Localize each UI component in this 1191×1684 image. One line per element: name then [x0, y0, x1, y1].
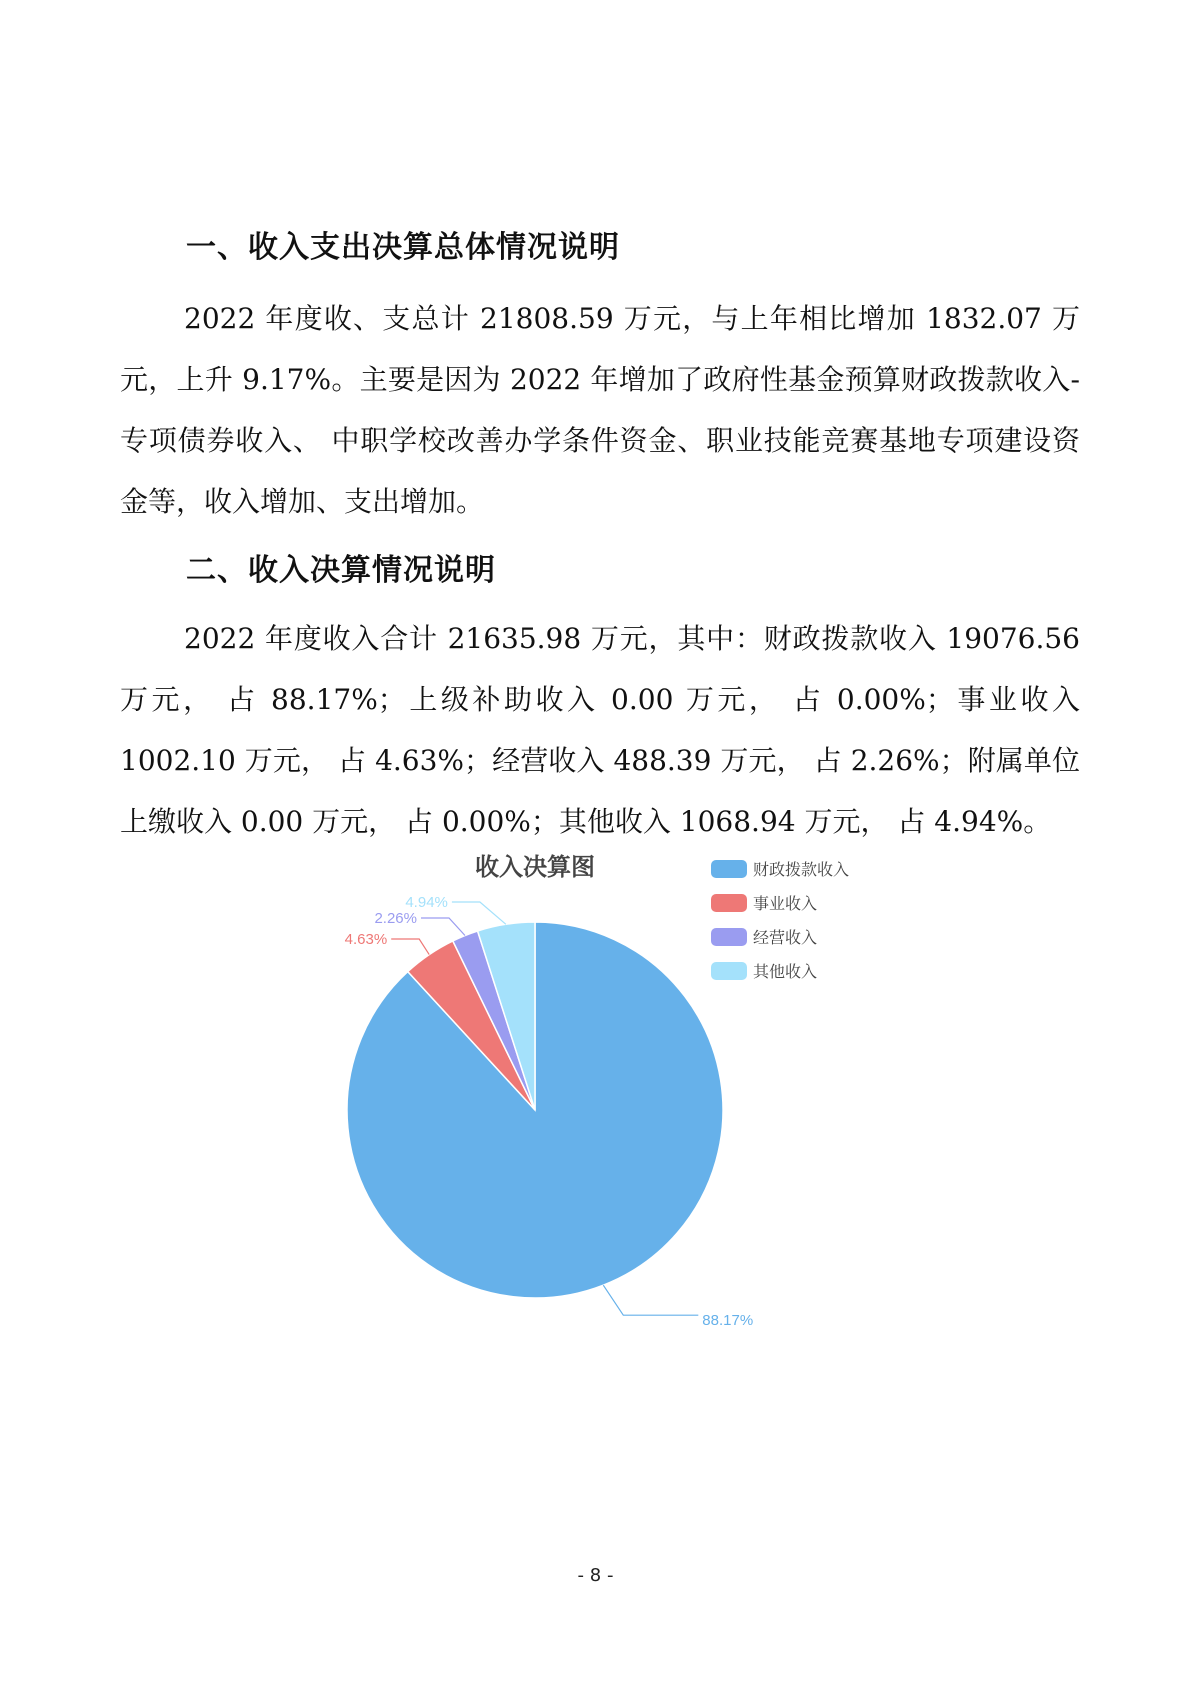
pie-chart-svg: [320, 848, 940, 1428]
data-label: 88.17%: [702, 1312, 754, 1330]
chart-title: 收入决算图: [475, 854, 595, 881]
legend-swatch: [711, 928, 747, 946]
paragraph-overall: 2022 年度收、支总计 21808.59 万元，与上年相比增加 1832.07 万元，上升 9.17%。主要是因为 2022 年增加了政府性基金预算财政拨款收入-专项债券收入、 中职学校改善办学条件资金、职业技能竞赛基地专项建设资金等，收入增加、支出增加。: [120, 302, 1080, 518]
legend-label: 其他收入: [753, 964, 818, 981]
legend-swatch: [711, 962, 747, 980]
leader-line: [603, 1285, 698, 1315]
leader-line: [452, 902, 506, 924]
legend-label: 经营收入: [753, 930, 818, 947]
leader-line: [391, 939, 429, 955]
page-number: - 8 -: [577, 1565, 614, 1586]
income-pie-chart: [320, 848, 940, 1428]
section-heading-income: 二、收入决算情况说明: [186, 553, 496, 588]
legend-label: 事业收入: [753, 896, 818, 913]
leader-line: [421, 918, 465, 936]
paragraph-income: 2022 年度收入合计 21635.98 万元，其中：财政拨款收入 19076.56 万元， 占 88.17%；上级补助收入 0.00 万元， 占 0.00%；事业收入 1002.10 万元， 占 4.63%；经营收入 488.39 万元， 占 2.26%；附属单位上缴收入 0.00 万元， 占 0.00%；其他收入 1068.94 万元， 占 4.94%。: [120, 622, 1080, 838]
data-label: 4.94%: [405, 894, 448, 911]
section-heading-overall: 一、收入支出决算总体情况说明: [186, 230, 620, 265]
data-label: 2.26%: [374, 910, 417, 927]
legend-swatch: [711, 860, 747, 878]
legend-label: 财政拨款收入: [753, 862, 850, 879]
data-label: 4.63%: [344, 931, 388, 948]
legend-swatch: [711, 894, 747, 912]
